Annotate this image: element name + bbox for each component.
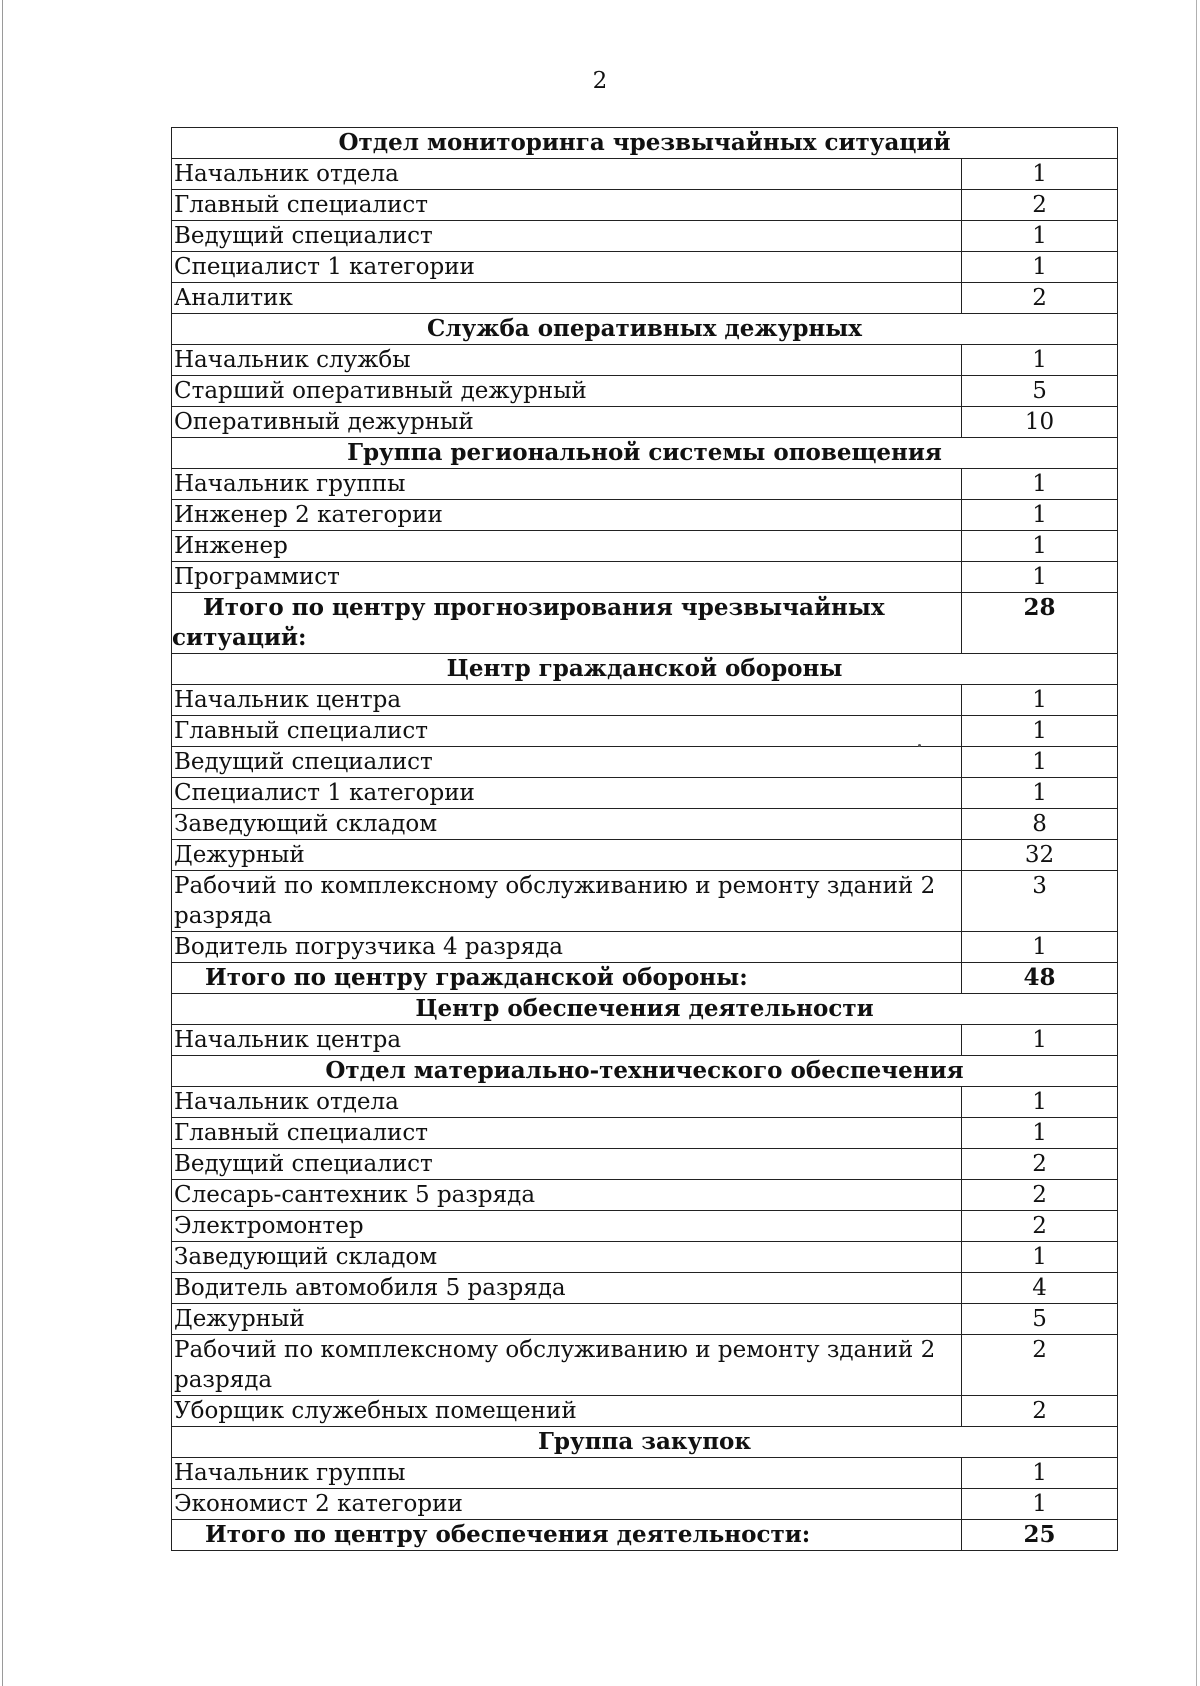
position-name: Главный специалист [172,716,962,747]
position-row [172,159,1118,190]
position-count: 3 [962,871,1118,932]
position-count: 1 [962,716,1118,747]
section-header-row [172,994,1118,1025]
position-name: Инженер 2 категории [172,500,962,531]
position-name: Уборщик служебных помещений [172,1396,962,1427]
position-count: 2 [962,1180,1118,1211]
position-name: Водитель погрузчика 4 разряда [172,932,962,963]
total-count: 25 [962,1520,1118,1551]
position-name: Экономист 2 категории [172,1489,962,1520]
position-count: 2 [962,1211,1118,1242]
total-label: Итого по центру обеспечения деятельности: [172,1520,962,1551]
position-name: Слесарь-сантехник 5 разряда [172,1180,962,1211]
total-row [172,1520,1118,1551]
position-row [172,1180,1118,1211]
position-count: 1 [962,1489,1118,1520]
section-title: Служба оперативных дежурных [172,314,1118,345]
section-header-row [172,654,1118,685]
position-count: 2 [962,1396,1118,1427]
section-title: Отдел мониторинга чрезвычайных ситуаций [172,128,1118,159]
position-name: Начальник отдела [172,159,962,190]
scan-speck [918,744,921,747]
position-row [172,1149,1118,1180]
position-row [172,190,1118,221]
section-title: Группа региональной системы оповещения [172,438,1118,469]
page-number: 2 [592,68,608,94]
position-name: Программист [172,562,962,593]
position-count: 2 [962,1335,1118,1396]
total-row [172,963,1118,994]
position-name: Ведущий специалист [172,1149,962,1180]
position-count: 1 [962,1458,1118,1489]
position-row [172,1118,1118,1149]
position-count: 1 [962,1242,1118,1273]
position-row [172,1335,1118,1396]
position-count: 8 [962,809,1118,840]
section-header-row [172,1427,1118,1458]
position-row [172,809,1118,840]
position-count: 1 [962,159,1118,190]
position-row [172,345,1118,376]
position-name: Старший оперативный дежурный [172,376,962,407]
position-row [172,1242,1118,1273]
position-count: 1 [962,469,1118,500]
total-count: 28 [962,593,1118,654]
position-count: 1 [962,221,1118,252]
section-header-row [172,128,1118,159]
position-name: Инженер [172,531,962,562]
position-name: Рабочий по комплексному обслуживанию и ремонту зданий 2 разряда [172,1335,962,1396]
scan-edge-left [2,0,3,1686]
position-count: 4 [962,1273,1118,1304]
position-name: Ведущий специалист [172,747,962,778]
total-label: Итого по центру прогнозирования чрезвычайных ситуаций: [172,593,962,654]
position-name: Специалист 1 категории [172,778,962,809]
total-label: Итого по центру гражданской обороны: [172,963,962,994]
position-row [172,376,1118,407]
position-row [172,1489,1118,1520]
staffing-table-body [172,128,1118,1551]
position-name: Начальник группы [172,469,962,500]
position-name: Дежурный [172,840,962,871]
section-title: Центр гражданской обороны [172,654,1118,685]
staffing-table [171,127,1118,1551]
section-title: Центр обеспечения деятельности [172,994,1118,1025]
position-name: Главный специалист [172,190,962,221]
position-count: 1 [962,500,1118,531]
position-name: Начальник центра [172,685,962,716]
position-count: 2 [962,1149,1118,1180]
position-row [172,1273,1118,1304]
scan-edge-right [1196,0,1197,1686]
position-name: Заведующий складом [172,809,962,840]
position-name: Электромонтер [172,1211,962,1242]
position-row [172,1087,1118,1118]
position-row [172,840,1118,871]
section-header-row [172,314,1118,345]
position-row [172,469,1118,500]
position-name: Начальник центра [172,1025,962,1056]
position-count: 5 [962,376,1118,407]
position-name: Водитель автомобиля 5 разряда [172,1273,962,1304]
position-count: 1 [962,252,1118,283]
position-row [172,1025,1118,1056]
position-row [172,1396,1118,1427]
position-row [172,932,1118,963]
position-name: Аналитик [172,283,962,314]
position-count: 1 [962,1025,1118,1056]
position-name: Специалист 1 категории [172,252,962,283]
section-header-row [172,438,1118,469]
position-count: 32 [962,840,1118,871]
total-row [172,593,1118,654]
position-count: 1 [962,345,1118,376]
position-count: 10 [962,407,1118,438]
position-name: Заведующий складом [172,1242,962,1273]
position-count: 1 [962,1118,1118,1149]
position-count: 1 [962,562,1118,593]
position-row [172,500,1118,531]
position-count: 1 [962,1087,1118,1118]
position-count: 2 [962,190,1118,221]
position-row [172,252,1118,283]
position-row [172,716,1118,747]
position-row [172,685,1118,716]
position-row [172,407,1118,438]
position-name: Начальник отдела [172,1087,962,1118]
position-row [172,1458,1118,1489]
position-count: 1 [962,747,1118,778]
position-count: 1 [962,685,1118,716]
position-name: Ведущий специалист [172,221,962,252]
position-name: Оперативный дежурный [172,407,962,438]
position-row [172,871,1118,932]
position-count: 1 [962,932,1118,963]
position-count: 2 [962,283,1118,314]
position-row [172,283,1118,314]
position-row [172,531,1118,562]
section-header-row [172,1056,1118,1087]
position-name: Дежурный [172,1304,962,1335]
section-title: Отдел материально-технического обеспечения [172,1056,1118,1087]
section-title: Группа закупок [172,1427,1118,1458]
position-name: Рабочий по комплексному обслуживанию и ремонту зданий 2 разряда [172,871,962,932]
position-count: 5 [962,1304,1118,1335]
position-row [172,747,1118,778]
position-count: 1 [962,531,1118,562]
position-row [172,1304,1118,1335]
position-name: Главный специалист [172,1118,962,1149]
position-count: 1 [962,778,1118,809]
position-name: Начальник группы [172,1458,962,1489]
position-row [172,1211,1118,1242]
total-count: 48 [962,963,1118,994]
position-name: Начальник службы [172,345,962,376]
position-row [172,562,1118,593]
position-row [172,778,1118,809]
position-row [172,221,1118,252]
